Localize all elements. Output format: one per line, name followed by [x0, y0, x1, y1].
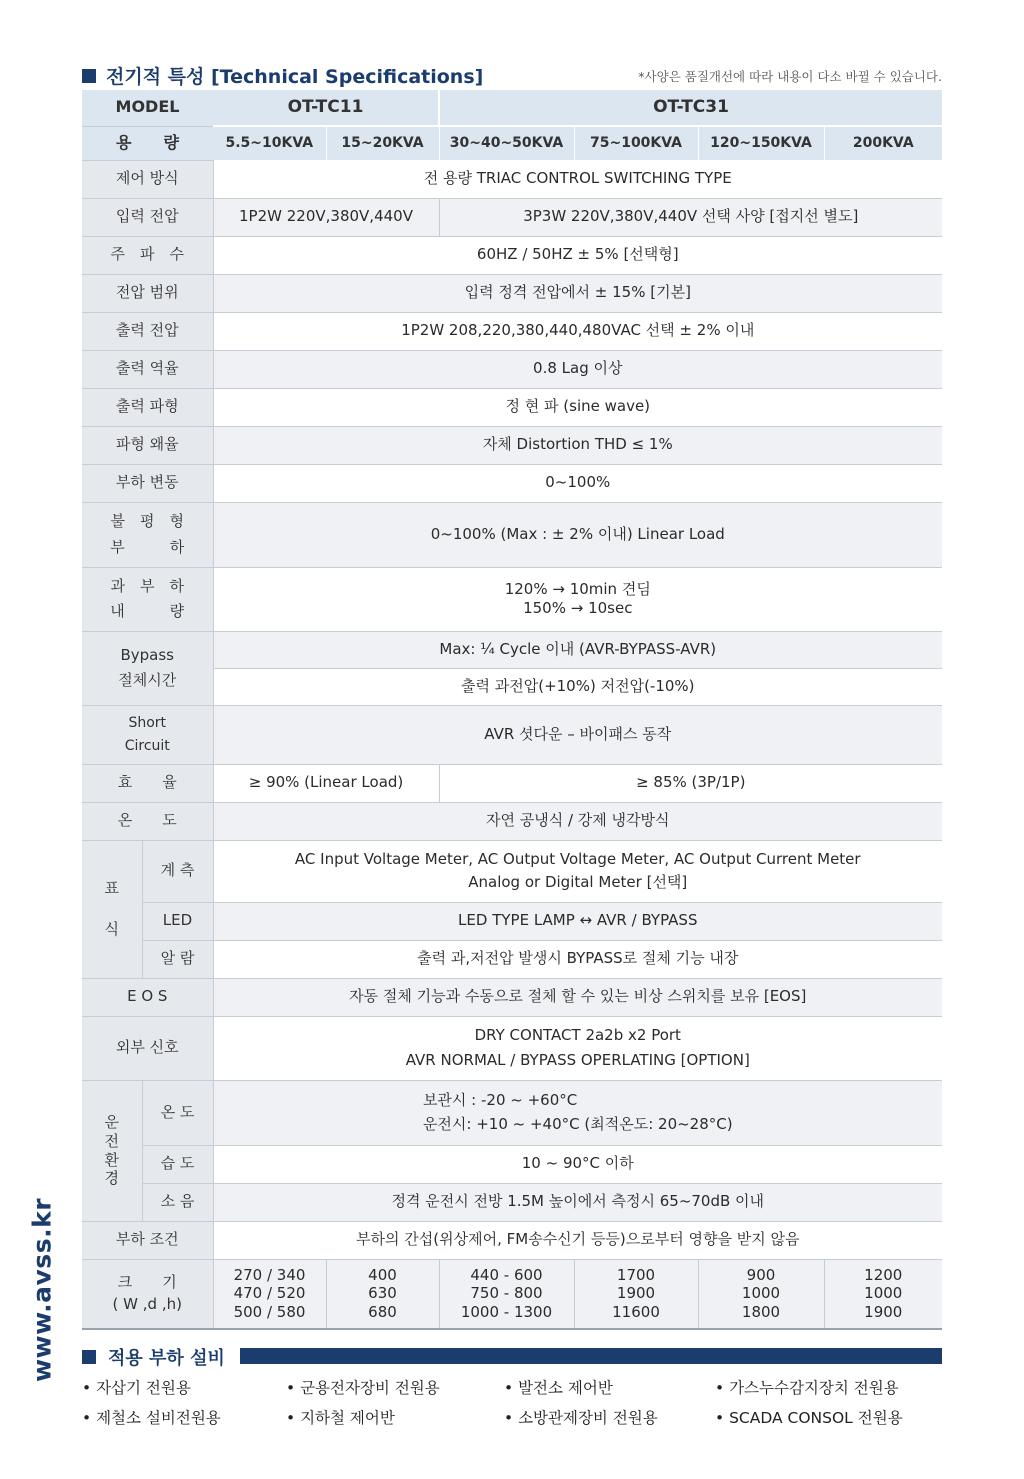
- row-env-temperature: [82, 1080, 942, 1145]
- row-label: 부하 변동: [82, 464, 213, 502]
- row-label: 습 도: [142, 1145, 213, 1183]
- size-line: 750 - 800: [470, 1284, 543, 1303]
- row-value: 자체 Distortion THD ≤ 1%: [213, 426, 942, 464]
- size-cell: [213, 1259, 326, 1329]
- size-line: 680: [368, 1303, 397, 1322]
- section-title: 전기적 특성 [Technical Specifications]: [106, 66, 484, 88]
- section-header: [82, 60, 942, 90]
- row-value-line: DRY CONTACT 2a2b x2 Port: [474, 1026, 681, 1044]
- capacity-cell: 200KVA: [824, 126, 942, 160]
- row-value: 출력 과전압(+10%) 저전압(-10%): [213, 668, 942, 705]
- row-value: 정 현 파 (sine wave): [213, 388, 942, 426]
- group-label-environment: [82, 1080, 142, 1221]
- row-unbalanced-load: [82, 502, 942, 567]
- row-value: AVR 셧다운 – 바이패스 동작: [213, 705, 942, 764]
- row-label-line: 절체시간: [118, 671, 177, 689]
- size-cell: [574, 1259, 698, 1329]
- row-power-factor: [82, 350, 942, 388]
- capacity-cell: 75~100KVA: [574, 126, 698, 160]
- capacity-row: [82, 126, 942, 160]
- row-value-line: 150% → 10sec: [523, 599, 633, 617]
- row-waveform-distortion: [82, 426, 942, 464]
- row-label: 온 도: [142, 1080, 213, 1145]
- row-value-tc11: 1P2W 220V,380V,440V: [213, 198, 439, 236]
- capacity-cell: 5.5~10KVA: [213, 126, 326, 160]
- row-label: 알 람: [142, 940, 213, 978]
- row-size: [82, 1259, 942, 1329]
- size-cell: [439, 1259, 574, 1329]
- row-frequency: [82, 236, 942, 274]
- row-label: 입력 전압: [82, 198, 213, 236]
- row-label: 전압 범위: [82, 274, 213, 312]
- row-value: [213, 1080, 942, 1145]
- row-value: 정격 운전시 전방 1.5M 높이에서 측정시 65~70dB 이내: [213, 1183, 942, 1221]
- row-value: 부하의 간섭(위상제어, FM송수신기 등등)으로부터 영향을 받지 않음: [213, 1221, 942, 1259]
- size-line: 1200: [864, 1265, 903, 1284]
- row-label-line: 과 부 하: [110, 576, 184, 595]
- row-value-line: 보관시 : -20 ~ +60°C: [422, 1090, 578, 1109]
- size-line: 500 / 580: [233, 1303, 306, 1322]
- model-label: MODEL: [82, 90, 213, 126]
- row-value-line: 120% → 10min 견딤: [504, 579, 651, 598]
- group-label-line: 식: [104, 920, 119, 938]
- row-value: 자연 공냉식 / 강제 냉각방식: [213, 802, 942, 840]
- row-value: 출력 과,저전압 발생시 BYPASS로 절체 기능 내장: [213, 940, 942, 978]
- size-line: 1800: [741, 1303, 781, 1322]
- row-value-line: AVR NORMAL / BYPASS OPERLATING [OPTION]: [405, 1050, 750, 1069]
- row-label: 출력 파형: [82, 388, 213, 426]
- row-label: 제어 방식: [82, 160, 213, 198]
- row-label: [82, 502, 213, 567]
- row-label: 출력 역율: [82, 350, 213, 388]
- row-label: 주 파 수: [82, 236, 213, 274]
- row-display-alarm: [82, 940, 942, 978]
- capacity-label: 용 량: [82, 126, 213, 160]
- model-row: [82, 90, 942, 126]
- row-label: LED: [142, 902, 213, 940]
- size-line: 440 - 600: [470, 1265, 543, 1284]
- size-cell: [698, 1259, 824, 1329]
- row-value-tc31: ≥ 85% (3P/1P): [439, 764, 942, 802]
- row-label: 계 측: [142, 840, 213, 902]
- row-value-line: AC Input Voltage Meter, AC Output Voltage Meter, AC Output Current Meter: [294, 849, 861, 868]
- group-label-line: 표: [104, 878, 119, 897]
- row-output-waveform: [82, 388, 942, 426]
- row-label-line: Bypass: [120, 645, 174, 664]
- size-line: 1700: [616, 1265, 656, 1284]
- capacity-cell: 15~20KVA: [326, 126, 439, 160]
- row-cooling: [82, 802, 942, 840]
- size-line: 1000 - 1300: [460, 1303, 553, 1322]
- row-label-line: 부 하: [110, 537, 185, 556]
- size-cell: [824, 1259, 942, 1329]
- row-display-meter: [82, 840, 942, 902]
- row-short-circuit: [82, 705, 942, 764]
- row-label-line: Circuit: [124, 737, 170, 754]
- group-label-char: 환: [104, 1150, 119, 1169]
- application-item: • 가스누수감지장치 전원용: [715, 1379, 899, 1397]
- row-label: 온 도: [82, 802, 213, 840]
- application-item: • SCADA CONSOL 전원용: [715, 1409, 903, 1427]
- size-line: 630: [368, 1284, 397, 1303]
- row-eos: [82, 978, 942, 1016]
- row-value: 0~100%: [213, 464, 942, 502]
- row-value-line: 운전시: +10 ~ +40°C (최적온도: 20~28°C): [422, 1115, 733, 1133]
- row-value: 60HZ / 50HZ ± 5% [선택형]: [213, 236, 942, 274]
- row-label: [82, 631, 213, 705]
- row-value-stack: [423, 1091, 733, 1135]
- row-label-line: ( W ,d ,h): [112, 1294, 182, 1313]
- size-line: 1000: [864, 1284, 903, 1303]
- size-line: 11600: [612, 1303, 660, 1322]
- size-line: 270 / 340: [233, 1265, 306, 1284]
- row-label: 출력 전압: [82, 312, 213, 350]
- size-cell: [326, 1259, 439, 1329]
- row-value-line: Analog or Digital Meter [선택]: [468, 873, 688, 891]
- row-value-tc11: ≥ 90% (Linear Load): [213, 764, 439, 802]
- square-bullet-icon: [82, 69, 96, 83]
- spec-change-note: *사양은 품질개선에 따라 내용이 다소 바뀔 수 있습니다.: [638, 69, 942, 84]
- application-item: • 자삽기 전원용: [82, 1379, 191, 1397]
- size-line: 1900: [864, 1303, 903, 1322]
- row-display-led: [82, 902, 942, 940]
- group-label-char: 전: [104, 1131, 119, 1150]
- row-env-noise: [82, 1183, 942, 1221]
- row-label-line: Short: [128, 715, 167, 732]
- square-bullet-icon: [82, 1350, 96, 1364]
- row-value-tc31: 3P3W 220V,380V,440V 선택 사양 [접지선 별도]: [439, 198, 942, 236]
- row-load-condition: [82, 1221, 942, 1259]
- row-input-voltage: [82, 198, 942, 236]
- header-bar: [240, 1348, 942, 1364]
- group-label-char: 운: [104, 1113, 119, 1131]
- row-value: [213, 840, 942, 902]
- row-value: 0.8 Lag 이상: [213, 350, 942, 388]
- row-value: 전 용량 TRIAC CONTROL SWITCHING TYPE: [213, 160, 942, 198]
- row-load-variation: [82, 464, 942, 502]
- row-output-voltage: [82, 312, 942, 350]
- row-efficiency: [82, 764, 942, 802]
- row-label: [82, 705, 213, 764]
- row-voltage-range: [82, 274, 942, 312]
- applications-header: [82, 1346, 942, 1369]
- row-label: [82, 567, 213, 631]
- application-item: • 소방관제장비 전원용: [504, 1409, 658, 1427]
- application-item: • 발전소 제어반: [504, 1379, 613, 1397]
- row-control-method: [82, 160, 942, 198]
- row-label-line: 불 평 형: [110, 512, 184, 530]
- row-value: 입력 정격 전압에서 ± 15% [기본]: [213, 274, 942, 312]
- group-label-display: [82, 840, 142, 978]
- size-line: 400: [368, 1265, 397, 1284]
- row-bypass-1: [82, 631, 942, 668]
- application-item: • 지하철 제어반: [286, 1409, 395, 1427]
- model-ot-tc11: OT-TC11: [213, 90, 439, 126]
- row-label: 소 음: [142, 1183, 213, 1221]
- row-env-humidity: [82, 1145, 942, 1183]
- capacity-cell: 120~150KVA: [698, 126, 824, 160]
- row-value: 0~100% (Max : ± 2% 이내) Linear Load: [213, 502, 942, 567]
- row-label: 외부 신호: [82, 1016, 213, 1080]
- row-value: [213, 1016, 942, 1080]
- size-line: 1000: [741, 1284, 781, 1303]
- group-label-char: 경: [104, 1169, 119, 1188]
- applications-title: 적용 부하 설비: [108, 1348, 225, 1369]
- row-value: 자동 절체 기능과 수동으로 절체 할 수 있는 비상 스위치를 보유 [EOS]: [213, 978, 942, 1016]
- model-ot-tc31: OT-TC31: [439, 90, 942, 126]
- row-overload: [82, 567, 942, 631]
- row-label-line: 크 기: [117, 1273, 177, 1292]
- row-label: [82, 1259, 213, 1329]
- site-url: www.avss.kr: [27, 1197, 57, 1383]
- row-value: [213, 567, 942, 631]
- row-label: E O S: [82, 978, 213, 1016]
- row-value: LED TYPE LAMP ↔ AVR / BYPASS: [213, 902, 942, 940]
- size-line: 470 / 520: [233, 1284, 306, 1303]
- capacity-cell: 30~40~50KVA: [439, 126, 574, 160]
- row-label: 부하 조건: [82, 1221, 213, 1259]
- row-label: 파형 왜율: [82, 426, 213, 464]
- row-label: 효 율: [82, 764, 213, 802]
- row-value: 1P2W 208,220,380,440,480VAC 선택 ± 2% 이내: [213, 312, 942, 350]
- size-line: 900: [746, 1265, 776, 1284]
- row-value: 10 ~ 90°C 이하: [213, 1145, 942, 1183]
- application-item: • 제철소 설비전원용: [82, 1409, 221, 1427]
- size-line: 1900: [616, 1284, 656, 1303]
- row-external-signal: [82, 1016, 942, 1080]
- spec-table: [82, 90, 942, 1330]
- row-label-line: 내 량: [110, 602, 185, 620]
- row-value: Max: ¼ Cycle 이내 (AVR-BYPASS-AVR): [213, 631, 942, 668]
- application-item: • 군용전자장비 전원용: [286, 1379, 440, 1397]
